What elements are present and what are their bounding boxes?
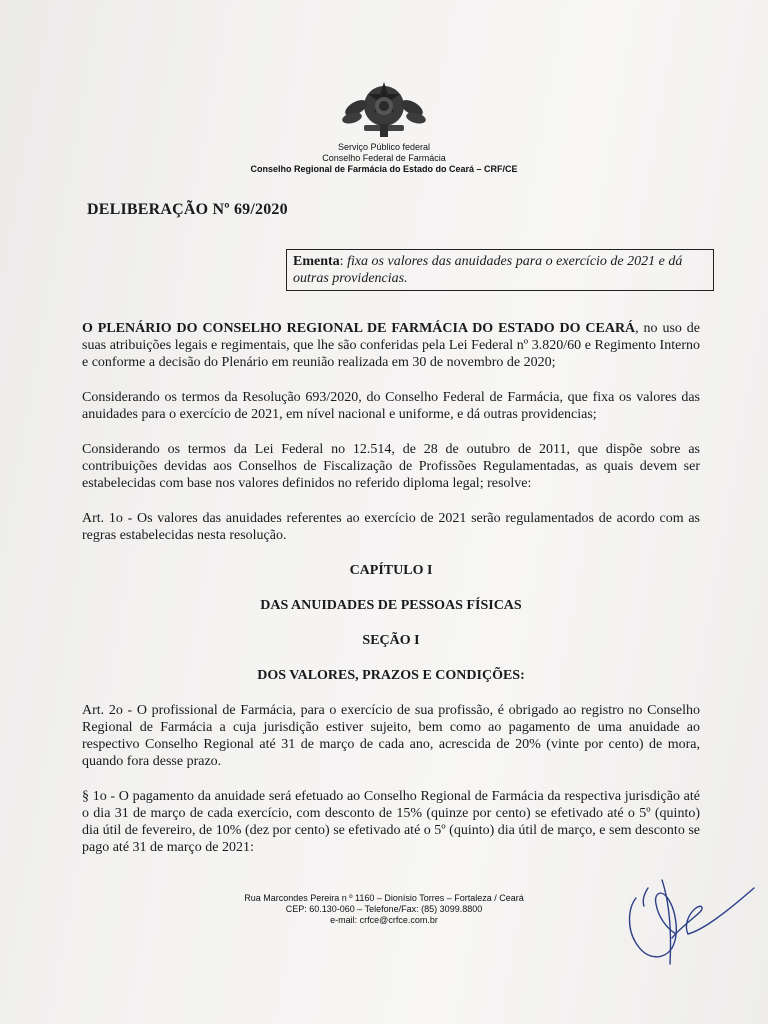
handwritten-signature: [618, 868, 758, 978]
article-1: Art. 1o - Os valores das anuidades referentes ao exercício de 2021 serão regulamentados de acordo com as regras estabelecidas nesta resolução.: [82, 511, 700, 543]
intro-paragraph: [82, 320, 700, 371]
considerando-paragraph-2: Considerando os termos da Lei Federal no 12.514, de 28 de outubro de 2011, que dispõe sobre as contribuições devidas aos Conselhos de Fiscalização de Profissões Regulamentadas, as quais devem ser estabelecidas com base nos valores definidos no referido diploma legal; resolve:: [82, 442, 700, 491]
chapter-heading: CAPÍTULO I: [349, 563, 433, 578]
deliberation-title: DELIBERAÇÃO Nº 69/2020: [87, 201, 288, 218]
chapter-title: DAS ANUIDADES DE PESSOAS FÍSICAS: [260, 598, 522, 613]
section-title: DOS VALORES, PRAZOS E CONDIÇÕES:: [257, 668, 525, 683]
paragraph-1: § 1o - O pagamento da anuidade será efetuado ao Conselho Regional de Farmácia da respectiva jurisdição até o dia 31 de março de cada exercício, com desconto de 15% (quinze por cento) se efetivado até o 5º (quinto) dia útil de fevereiro, de 10% (dez por cento) se efetivado até o 5º (quinto) dia útil de março, e sem desconto se pago até 31 de março de 2021:: [82, 789, 700, 855]
ementa-text: fixa os valores das anuidades para o exercício de 2021 e dá outras providencias.: [293, 254, 683, 286]
intro-rest: , no uso de suas atribuições legais e regimentais, que lhe são conferidas pela Lei Federal nº 3.820/60 e Regimento Interno e conforme a decisão do Plenário em reunião realizada em 30 de novembro de 2020;: [82, 321, 700, 370]
letterhead: [0, 80, 768, 175]
header-line-2: Conselho Federal de Farmácia: [322, 153, 446, 163]
footer-email: e-mail: crfce@crfce.com.br: [330, 915, 438, 925]
footer-contact: CEP: 60.130-060 – Telefone/Fax: (85) 3099.8800: [285, 904, 483, 914]
ementa-label: Ementa: [293, 254, 340, 269]
section-heading: SEÇÃO I: [362, 633, 420, 648]
intro-lead: O PLENÁRIO DO CONSELHO REGIONAL DE FARMÁCIA DO ESTADO DO CEARÁ: [82, 321, 636, 336]
ementa-box: Ementa: fixa os valores das anuidades para o exercício de 2021 e dá outras providencias.: [286, 249, 714, 291]
article-2: Art. 2o - O profissional de Farmácia, para o exercício de sua profissão, é obrigado ao registro no Conselho Regional de Farmácia a cuja jurisdição estiver sujeito, bem como ao pagamento de uma anuidade ao respectivo Conselho Regional até 31 de março de cada ano, acrescida de 20% (vinte por cento) de mora, quando fora desse prazo.: [82, 703, 700, 769]
considerando-paragraph-1: Considerando os termos da Resolução 693/2020, do Conselho Federal de Farmácia, que fixa os valores das anuidades para o exercício de 2021, em nível nacional e uniforme, e dá outras providencias;: [82, 390, 700, 422]
header-line-1: Serviço Público federal: [337, 142, 431, 152]
document-body: [82, 320, 700, 874]
footer-address: Rua Marcondes Pereira n º 1160 – Dionísio Torres – Fortaleza / Ceará: [244, 893, 524, 903]
coat-of-arms-emblem: [342, 80, 426, 138]
header-line-3: Conselho Regional de Farmácia do Estado do Ceará – CRF/CE: [250, 164, 518, 174]
